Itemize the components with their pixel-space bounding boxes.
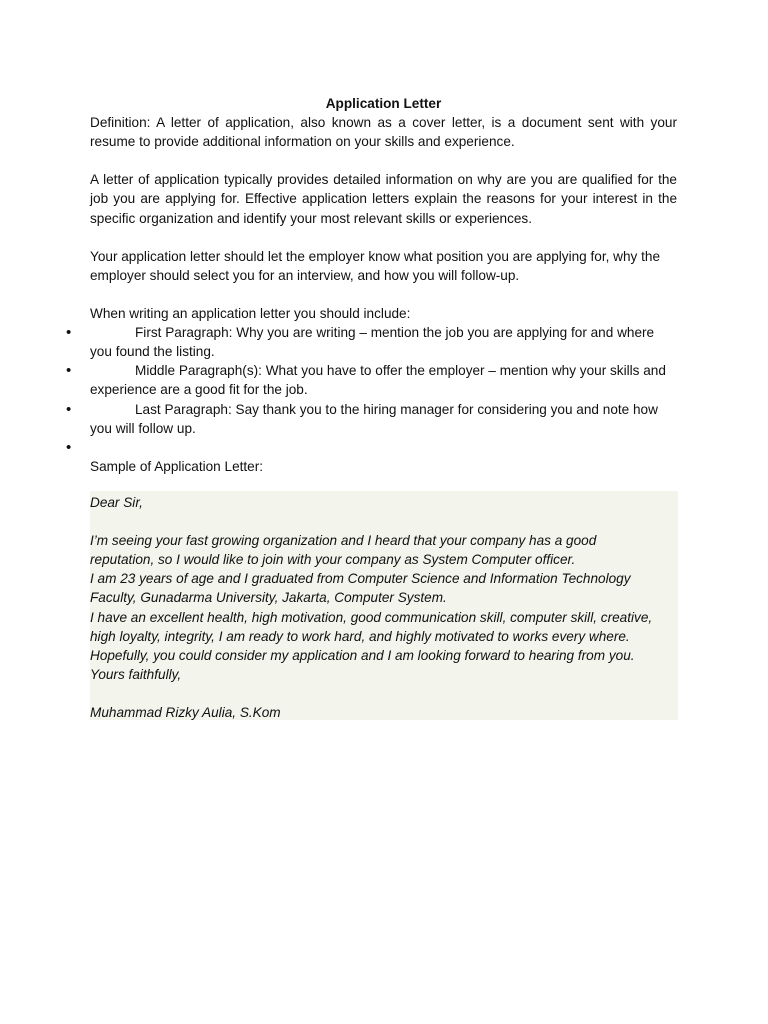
spacer: [90, 684, 675, 703]
definition-paragraph: Definition: A letter of application, also known as a cover letter, is a document sent with your resume to provide additional information on your skills and experience.: [90, 115, 677, 150]
include-intro: When writing an application letter you should include:: [90, 306, 411, 322]
letter-line: high loyalty, integrity, I am ready to work hard, and highly motivated to works every where.: [90, 628, 630, 644]
letter-signature: Muhammad Rizky Aulia, S.Kom: [90, 705, 281, 721]
spacer: [90, 512, 675, 531]
list-item: [66, 323, 677, 361]
bullet-icon: •: [66, 362, 72, 380]
letter-line: I am 23 years of age and I graduated from Computer Science and Information Technology: [90, 571, 631, 587]
bullet-icon: •: [66, 400, 72, 418]
qualification-paragraph: A letter of application typically provides detailed information on why are you are qualified for the job you are applying for. Effective application letters explain the reasons for your interest in the specific organization and identify your most relevant skills or experiences.: [90, 172, 677, 226]
letter-salutation: Dear Sir,: [90, 495, 143, 510]
list-item: [66, 400, 677, 438]
letter-line: I have an excellent health, high motivation, good communication skill, computer skill, creative,: [90, 609, 653, 625]
list-item: [66, 361, 677, 399]
bullet-text: Last Paragraph: Say thank you to the hiring manager for considering you and note how you will follow up.: [90, 401, 658, 436]
include-list: [66, 323, 677, 457]
sample-letter: [90, 493, 675, 722]
bullet-icon: •: [66, 438, 72, 456]
bullet-icon: •: [66, 324, 72, 342]
letter-closing: Yours faithfully,: [90, 666, 182, 682]
sample-heading: Sample of Application Letter:: [90, 458, 264, 474]
bullet-text: First Paragraph: Why you are writing – mention the job you are applying for and where you found the listing.: [90, 325, 655, 360]
document-body: [66, 94, 677, 476]
document-title: Application Letter: [325, 96, 442, 111]
letter-line: I’m seeing your fast growing organization and I heard that your company has a good: [90, 533, 597, 549]
letter-line: Faculty, Gunadarma University, Jakarta, Computer System.: [90, 590, 447, 606]
list-item: [66, 438, 677, 457]
letter-line: reputation, so I would like to join with your company as System Computer officer.: [90, 552, 576, 568]
spacer: [90, 285, 677, 304]
spacer: [90, 151, 677, 170]
bullet-text: Middle Paragraph(s): What you have to offer the employer – mention why your skills and experience are a good fit for the job.: [90, 363, 666, 398]
letter-line: Hopefully, you could consider my application and I am looking forward to hearing from you.: [90, 647, 635, 663]
spacer: [90, 228, 677, 247]
employer-paragraph: Your application letter should let the employer know what position you are applying for, why the employer should select you for an interview, and how you will follow-up.: [90, 248, 661, 283]
